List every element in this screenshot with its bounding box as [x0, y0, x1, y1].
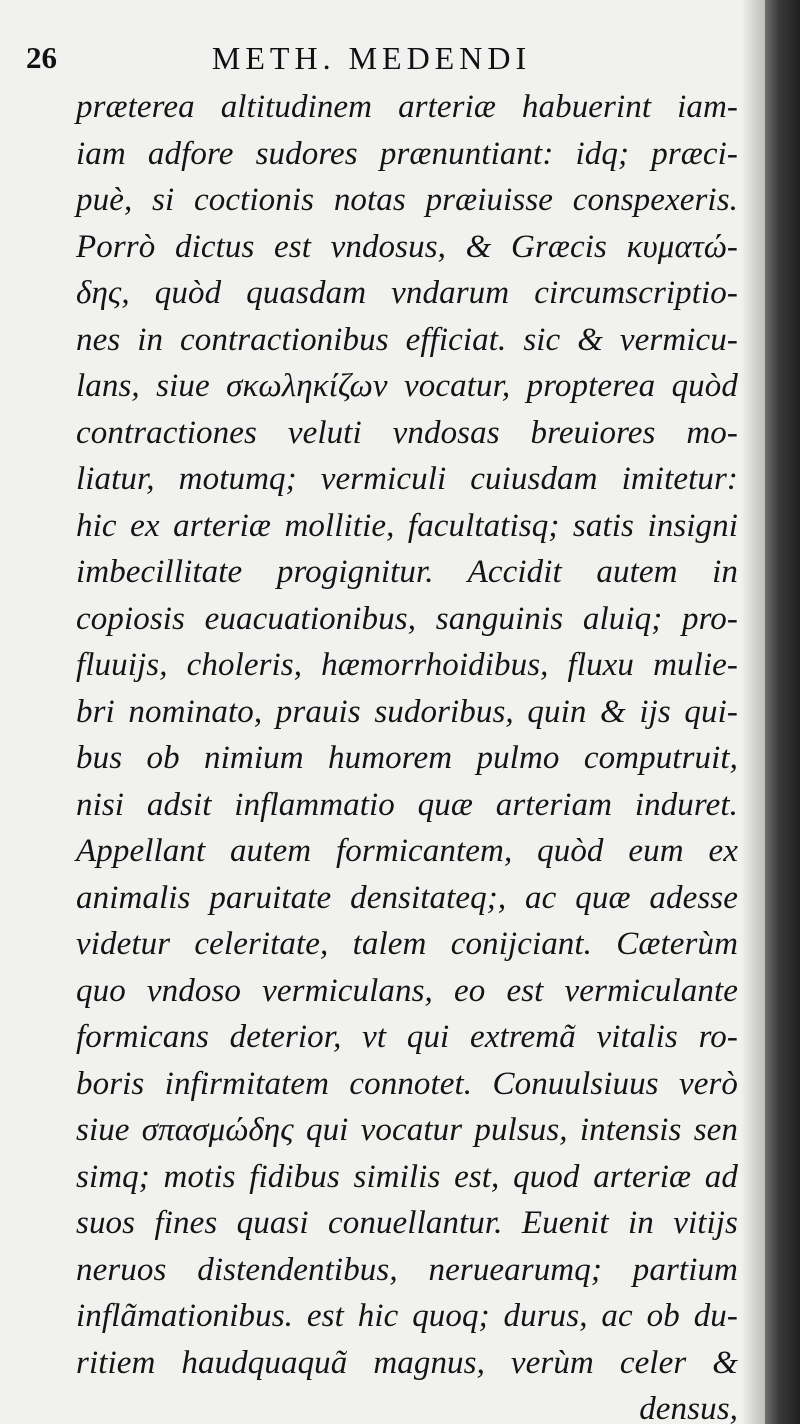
text-line: hic ex arteriæ mollitie, facultatisq; satis insigni	[76, 507, 738, 544]
text-line-final: densus,	[639, 1391, 738, 1424]
text-line: inflãmationibus. est hic quoq; durus, ac ob du-	[76, 1298, 738, 1334]
text-line: neruos distendentibus, neruearumq; partium	[76, 1251, 738, 1288]
text-line: liatur, motumq; vermiculi cuiusdam imitetur:	[76, 461, 738, 497]
text-line: præterea altitudinem arteriæ habuerint iam-	[76, 89, 738, 125]
text-line: lans, siue σκωληκίζων vocatur, propterea quòd	[76, 368, 738, 404]
page-gutter-shadow	[765, 0, 800, 1424]
text-line: nisi adsit inflammatio quæ arteriam induret.	[76, 786, 738, 823]
body-text	[76, 84, 738, 1424]
text-line: animalis paruitate densitateq;, ac quæ adesse	[76, 879, 738, 916]
text-line: videtur celeritate, talem conijciant. Cæterùm	[76, 926, 738, 962]
page-number: 26	[26, 40, 57, 75]
text-line: bri nominato, prauis sudoribus, quin & ijs qui-	[76, 693, 738, 730]
text-line: δης, quòd quasdam vndarum circumscriptio-	[76, 275, 738, 311]
text-line: boris infirmitatem connotet. Conuulsiuus verò	[76, 1065, 738, 1102]
text-line: copiosis euacuationibus, sanguinis aluiq; pro-	[76, 600, 738, 637]
text-line: nes in contractionibus efficiat. sic & vermicu-	[76, 321, 738, 358]
text-line: formicans deterior, vt qui extremã vitalis ro-	[76, 1019, 738, 1055]
text-line: quo vndoso vermiculans, eo est vermiculante	[76, 972, 738, 1009]
text-line: siue σπασμώδης qui vocatur pulsus, intensis sen	[76, 1112, 738, 1148]
text-line: suos fines quasi conuellantur. Euenit in vitijs	[76, 1205, 738, 1241]
text-line: contractiones veluti vndosas breuiores mo-	[76, 414, 738, 451]
text-line: ritiem haudquaquã magnus, verùm celer &	[76, 1344, 738, 1381]
text-line: Appellant autem formicantem, quòd eum ex	[76, 833, 738, 869]
text-line: iam adfore sudores prænuntiant: idq; præci-	[76, 135, 738, 172]
running-head: METH. MEDENDI	[211, 40, 532, 76]
text-line: Porrò dictus est vndosus, & Græcis κυματώ-	[76, 228, 738, 265]
page-header	[18, 36, 725, 82]
text-line: puè, si coctionis notas præiuisse conspexeris.	[76, 182, 738, 218]
text-line: simq; motis fidibus similis est, quod arteriæ ad	[76, 1158, 738, 1195]
text-line: imbecillitate progignitur. Accidit autem in	[76, 554, 738, 590]
text-line: fluuijs, choleris, hæmorrhoidibus, fluxu mulie-	[76, 647, 738, 683]
text-line: bus ob nimium humorem pulmo computruit,	[76, 740, 738, 776]
